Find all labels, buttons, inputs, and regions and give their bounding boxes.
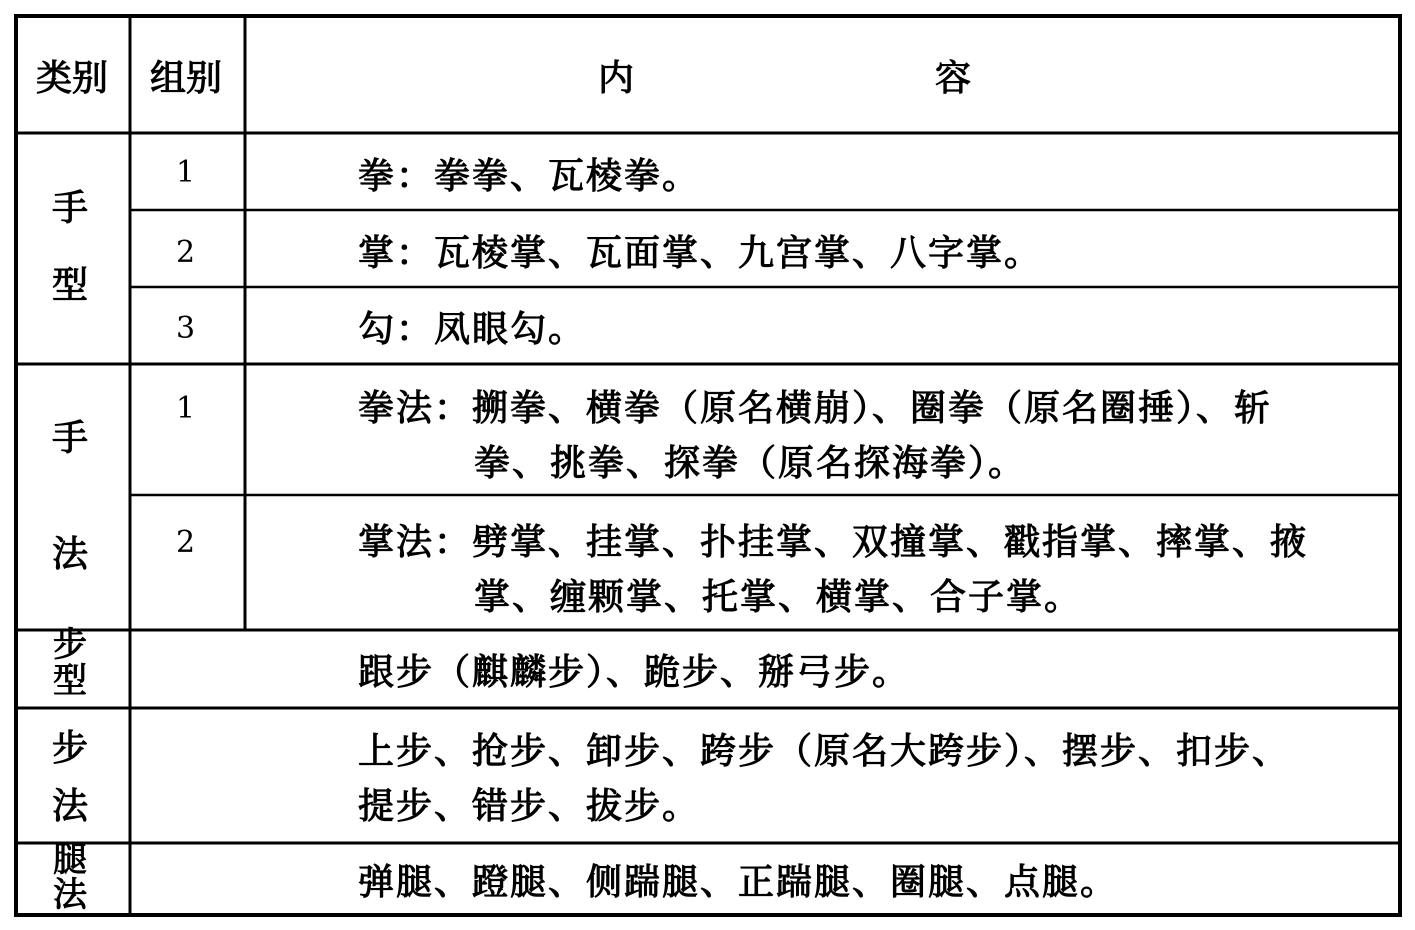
category-leg-method-top: 腿 — [53, 840, 87, 880]
category-step-shape-bottom: 型 — [53, 661, 87, 701]
content-text: 拳：拳拳、瓦棱拳。 — [358, 155, 701, 197]
content-text-line2: 拳、挑拳、探拳（原名探海拳）。 — [474, 442, 1027, 484]
group-number: 2 — [176, 525, 196, 560]
content-text-line1: 拳法：搠拳、横拳（原名横崩）、圈拳（原名圈捶）、斩 — [358, 387, 1273, 429]
header-content-left: 内 — [598, 57, 635, 99]
category-step-shape-top: 步 — [53, 625, 87, 665]
content-text-line1: 上步、抢步、卸步、跨步（原名大跨步）、摆步、扣步、 — [358, 730, 1291, 772]
header-content-right: 容 — [935, 57, 972, 99]
content-text-line2: 提步、错步、拔步。 — [358, 785, 701, 827]
category-step-method-top: 步 — [51, 727, 88, 769]
header-category: 类别 — [36, 57, 109, 99]
content-text: 跟步（麒麟步）、跪步、掰弓步。 — [358, 651, 911, 693]
group-number: 2 — [176, 235, 196, 270]
header-group: 组别 — [150, 57, 223, 99]
category-hand-shape-bottom: 型 — [51, 264, 88, 306]
category-leg-method-bottom: 法 — [53, 875, 87, 915]
category-hand-method-top: 手 — [51, 417, 88, 459]
content-text: 勾：凤眼勾。 — [358, 308, 587, 350]
content-text-line1: 掌法：劈掌、挂掌、扑挂掌、双撞掌、戳指掌、摔掌、掖 — [358, 521, 1309, 563]
group-number: 1 — [176, 155, 196, 190]
group-number: 1 — [176, 391, 196, 426]
content-text: 弹腿、蹬腿、侧踹腿、正踹腿、圈腿、点腿。 — [358, 861, 1119, 903]
category-step-method-bottom: 法 — [51, 785, 88, 827]
category-hand-method-bottom: 法 — [51, 533, 88, 575]
group-number: 3 — [176, 311, 196, 346]
content-text-line2: 掌、缠颗掌、托掌、横掌、合子掌。 — [474, 576, 1083, 618]
content-text: 掌：瓦棱掌、瓦面掌、九宫掌、八字掌。 — [358, 232, 1043, 274]
category-hand-shape-top: 手 — [51, 187, 88, 229]
